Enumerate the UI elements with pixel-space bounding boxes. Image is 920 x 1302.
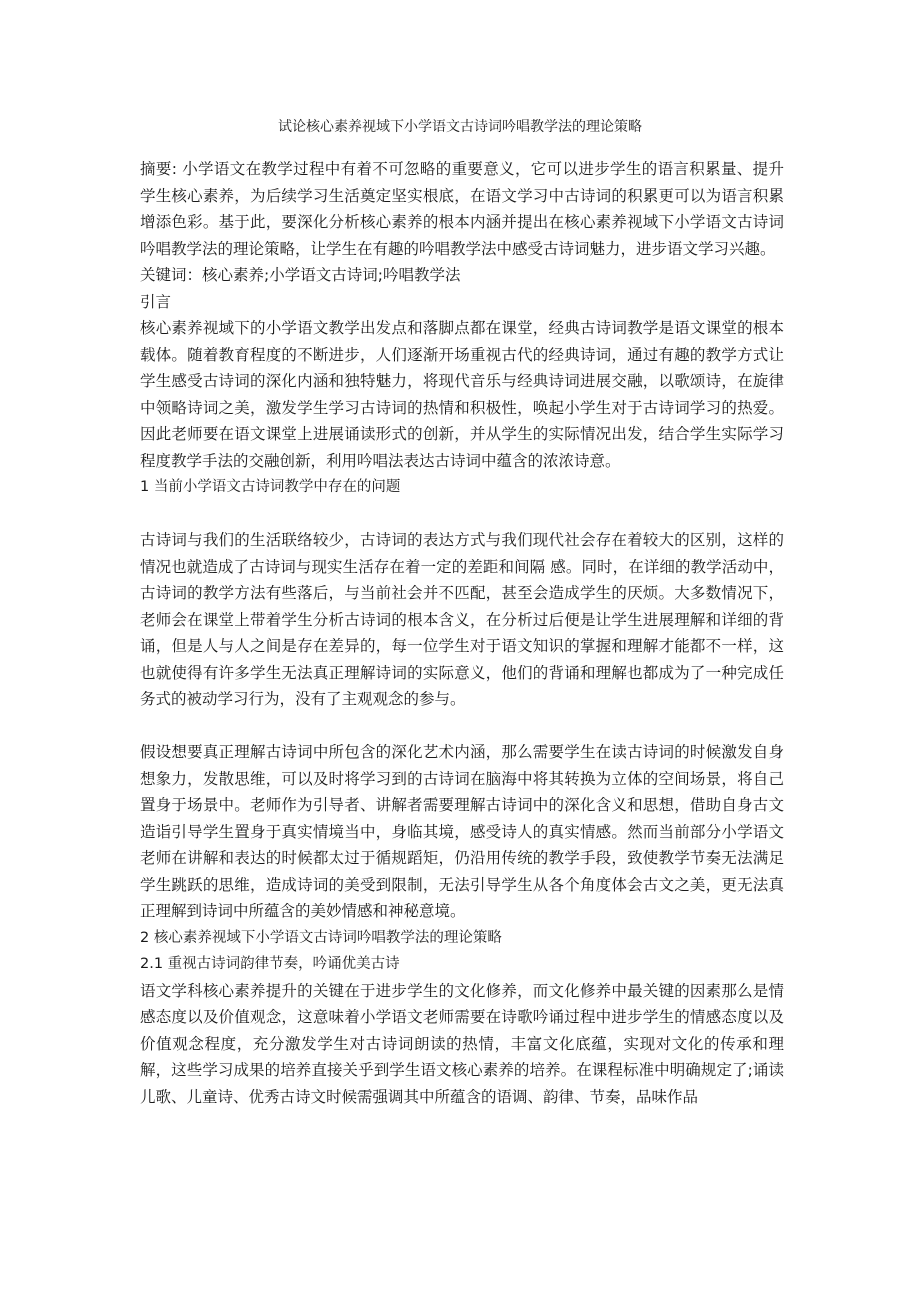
section-2-heading: 2 核心素养视域下小学语文古诗词吟唱教学法的理论策略: [140, 929, 502, 946]
document-body: [140, 156, 784, 1110]
section-1-heading: 1 当前小学语文古诗词教学中存在的问题: [140, 479, 401, 495]
section-1-paragraph-2: 假设想要真正理解古诗词中所包含的深化艺术内涵，那么需要学生在读古诗词的时候激发自身想象力，发散思维，可以及时将学习到的古诗词在脑海中将其转换为立体的空间场景，将自己置身于场景中。老师作为引导者、讲解者需要理解古诗词中的深化含义和思想，借助自身古文造诣引导学生置身于真实情境当中，身临其境，感受诗人的真实情感。然而当前部分小学语文老师在讲解和表达的时候都太过于循规蹈矩，仍沿用传统的教学手段，致使教学节奏无法满足学生跳跃的思维，造成诗词的美受到限制，无法引导学生从各个角度体会古文之美，更无法真正理解到诗词中所蕴含的美妙情感和神秘意境。: [140, 743, 784, 920]
section-1-paragraph-1: 古诗词与我们的生活联络较少，古诗词的表达方式与我们现代社会存在着较大的区别，这样的情况也就造成了古诗词与现实生活存在着一定的差距和间隔 感。同时，在详细的教学活动中，古诗词的教学方法有些落后，与当前社会并不匹配，甚至会造成学生的厌烦。大多数情况下，老师会在课堂上带着学生分析古诗词的根本含义，在分析过后便是让学生进展理解和详细的背诵，但是人与人之间是存在差异的，每一位学生对于语文知识的掌握和理解才能都不一样，这也就使得有许多学生无法真正理解诗词的实际意义，他们的背诵和理解也都成为了一种完成任务式的被动学习行为，没有了主观观念的参与。: [140, 531, 784, 708]
document-title: 试论核心素养视域下小学语文古诗词吟唱教学法的理论策略: [278, 119, 642, 135]
blank-line: [140, 713, 784, 740]
blank-line: [140, 501, 784, 528]
section-2-1-heading: 2.1 重视古诗词韵律节奏，吟诵优美古诗: [140, 956, 400, 972]
abstract-paragraph: 摘要: 小学语文在教学过程中有着不可忽略的重要意义，它可以进步学生的语言积累量、提升学生核心素养，为后续学习生活奠定坚实根底，在语文学习中古诗词的积累更可以为语言积累增添色彩。基于此，要深化分析核心素养的根本内涵并提出在核心素养视域下小学语文古诗词吟唱教学法的理论策略，让学生在有趣的吟唱教学法中感受古诗词魅力，进步语文学习兴趣。: [140, 160, 784, 258]
intro-heading: 引言: [140, 292, 172, 311]
section-2-1-paragraph: 语文学科核心素养提升的关键在于进步学生的文化修养，而文化修养中最关键的因素那么是情感态度以及价值观念，这意味着小学语文老师需要在诗歌吟诵过程中进步学生的情感态度以及价值观念程度，充分激发学生对古诗词朗读的热情，丰富文化底蕴，实现对文化的传承和理解，这些学习成果的培养直接关乎到学生语文核心素养的培养。在课程标准中明确规定了;诵读儿歌、儿童诗、优秀古诗文时候需强调其中所蕴含的语调、韵律、节奏，品味作品: [140, 981, 784, 1106]
keywords-line: 关键词：核心素养;小学语文古诗词;吟唱教学法: [140, 266, 461, 284]
intro-paragraph: 核心素养视域下的小学语文教学出发点和落脚点都在课堂，经典古诗词教学是语文课堂的根本载体。随着教育程度的不断进步，人们逐渐开场重视古代的经典诗词，通过有趣的教学方式让学生感受古诗词的深化内涵和独特魅力，将现代音乐与经典诗词进展交融，以歌颂诗，在旋律中领略诗词之美，激发学生学习古诗词的热情和积极性，唤起小学生对于古诗词学习的热爱。因此老师要在语文课堂上进展诵读形式的创新，并从学生的实际情况出发，结合学生实际学习程度教学手法的交融创新，利用吟唱法表达古诗词中蕴含的浓浓诗意。: [140, 319, 784, 470]
